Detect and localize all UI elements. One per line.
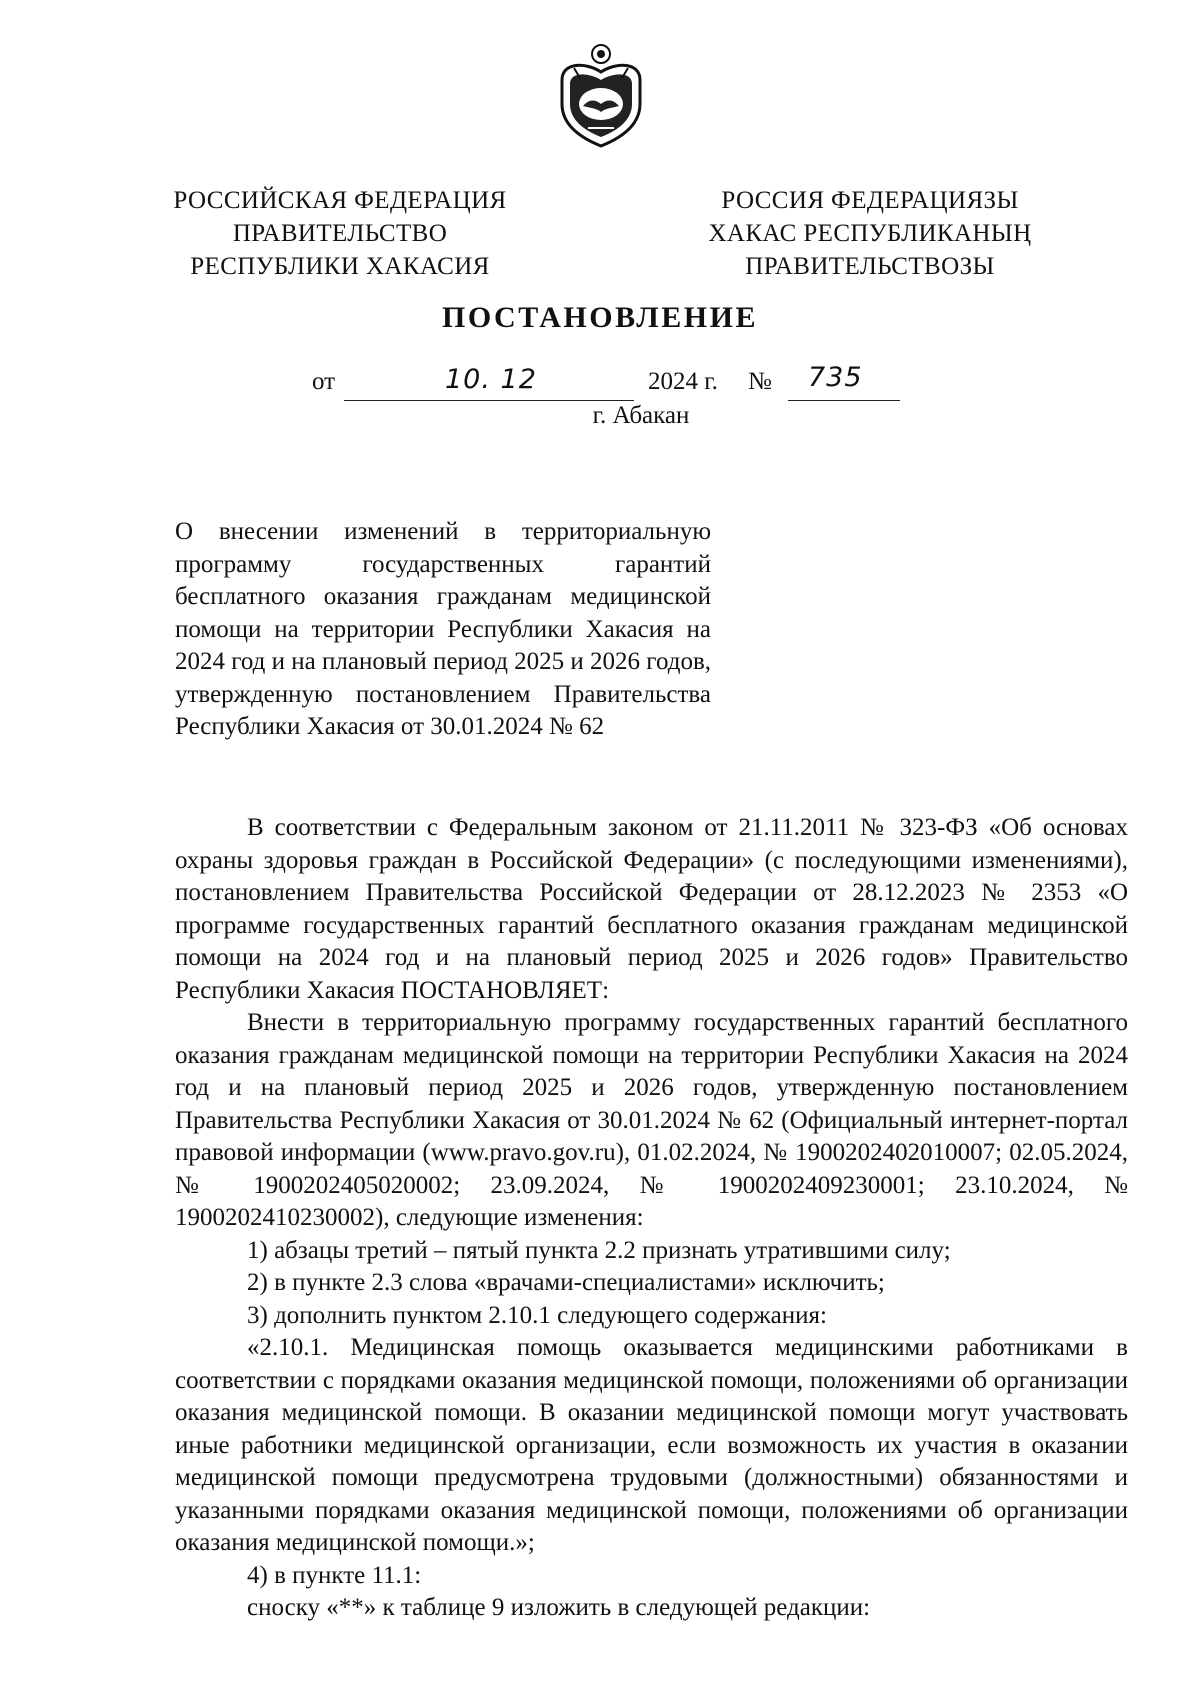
list-item: 3) дополнить пунктом 2.10.1 следующего содержания: <box>247 1301 827 1329</box>
date-year: 2024 г. <box>648 368 718 395</box>
header-khakas <box>690 184 1050 283</box>
document-subject: О внесении изменений в территориальную программу государственных гарантий бесплатного оказания гражданам медицинской помощи на территории Республики Хакасия на 2024 год и на плановый период 2025 и 2026 годов, утвержденную постановлением Правительства Республики Хакасия от 30.01.2024 № 62 <box>175 518 711 740</box>
header-line: РОССИЙСКАЯ ФЕДЕРАЦИЯ <box>173 187 507 214</box>
handwritten-number: 735 <box>808 362 863 393</box>
header-line: ХАКАС РЕСПУБЛИКАНЫҢ <box>708 220 1032 247</box>
document-title: ПОСТАНОВЛЕНИЕ <box>442 301 758 334</box>
document-body <box>175 812 1128 1625</box>
main-paragraph: Внести в территориальную программу государственных гарантий бесплатного оказания гражданам медицинской помощи на территории Республики Хакасия на 2024 год и на плановый период 2025 и 2026 годов, утвержденную постановлением Правительства Республики Хакасия от 30.01.2024 № 62 (Официальный интернет-портал правовой информации (www.pravo.gov.ru), 01.02.2024, № 1900202402010007; 02.05.2024, № 1900202405020002; 23.09.2024, № 1900202409230001; 23.10.2024, № 1900202410230002), следующие изменения: <box>175 1009 1128 1231</box>
date-prefix: от <box>312 368 336 395</box>
quoted-paragraph: «2.10.1. Медицинская помощь оказывается медицинскими работниками в соответствии с порядками оказания медицинской помощи, положениями об организации оказания медицинской помощи. В оказании медицинской помощи могут участвовать иные работники медицинской организации, если возможность их участия в оказании медицинской помощи предусмотрена трудовыми (должностными) обязанностями и указанными порядками оказания медицинской помощи, положениями об организации оказания медицинской помощи.»; <box>175 1334 1128 1556</box>
number-underline <box>788 400 900 401</box>
preamble-paragraph: В соответствии с Федеральным законом от 21.11.2011 № 323-ФЗ «Об основах охраны здоровья граждан в Российской Федерации» (с последующими изменениями), постановлением Правительства Российской Федерации от 28.12.2023 № 2353 «О программе государственных гарантий бесплатного оказания гражданам медицинской помощи на 2024 год и на плановый период 2025 и 2026 годов» Правительство Республики Хакасия ПОСТАНОВЛЯЕТ: <box>175 814 1128 1004</box>
list-item: 2) в пункте 2.3 слова «врачами-специалистами» исключить; <box>247 1269 885 1296</box>
list-item: 1) абзацы третий – пятый пункта 2.2 признать утратившими силу; <box>247 1236 951 1264</box>
header-line: РЕСПУБЛИКИ ХАКАСИЯ <box>190 253 490 280</box>
header-line: ПРАВИТЕЛЬСТВО <box>232 220 448 247</box>
header-line: ПРАВИТЕЛЬСТВОЗЫ <box>745 253 995 280</box>
number-sign: № <box>748 368 772 395</box>
handwritten-date: 10. 12 <box>445 364 537 395</box>
list-item: сноску «**» к таблице 9 изложить в следующей редакции: <box>247 1594 871 1621</box>
header-russian <box>150 184 530 283</box>
list-item: 4) в пункте 11.1: <box>247 1561 422 1589</box>
date-underline <box>344 400 634 401</box>
coat-of-arms-emblem <box>550 42 652 150</box>
city-name: г. Абакан <box>592 402 690 429</box>
header-line: РОССИЯ ФЕДЕРАЦИЯЗЫ <box>721 187 1019 214</box>
